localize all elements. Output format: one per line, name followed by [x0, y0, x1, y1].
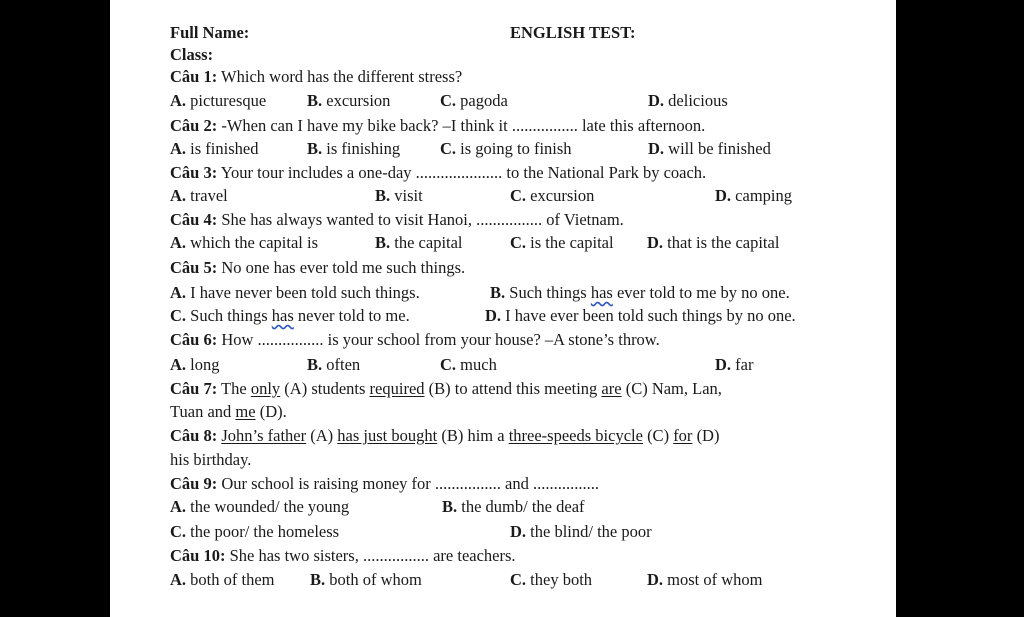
- option-text: the wounded/ the young: [186, 497, 350, 516]
- question-8-number: Câu 8:: [170, 426, 218, 445]
- q1-option-a: [170, 91, 266, 111]
- option-letter: A.: [170, 186, 187, 205]
- option-text: both of them: [186, 570, 275, 589]
- option-letter: A.: [170, 497, 187, 516]
- option-text: excursion: [322, 91, 391, 110]
- question-6-number: Câu 6:: [170, 330, 218, 349]
- q10-option-a: [170, 570, 275, 590]
- option-letter: B.: [307, 139, 323, 158]
- question-10-text: She has two sisters, ................ are teachers.: [225, 546, 516, 565]
- question-3-number: Câu 3:: [170, 163, 218, 182]
- option-letter: B.: [490, 283, 506, 302]
- q10-option-d: [647, 570, 763, 590]
- option-text: visit: [390, 186, 423, 205]
- question-5: [170, 258, 465, 278]
- option-letter: A.: [170, 283, 187, 302]
- question-8: [170, 426, 719, 446]
- question-5-text: No one has ever told me such things.: [217, 258, 466, 277]
- option-letter: B.: [375, 186, 391, 205]
- option-letter: D.: [715, 355, 732, 374]
- option-letter: B.: [442, 497, 458, 516]
- option-text: never told to me.: [293, 306, 410, 325]
- question-7: [170, 379, 722, 399]
- option-letter: D.: [647, 570, 664, 589]
- q5-option-d: [485, 306, 796, 326]
- question-4-number: Câu 4:: [170, 210, 218, 229]
- option-text: camping: [731, 186, 792, 205]
- option-letter: A.: [170, 570, 187, 589]
- option-letter: A.: [170, 355, 187, 374]
- option-letter: C.: [510, 233, 527, 252]
- q4-option-d: [647, 233, 779, 253]
- q6-option-d: [715, 355, 754, 375]
- question-9-text: Our school is raising money for ................ and ................: [217, 474, 599, 493]
- option-letter: D.: [648, 91, 665, 110]
- q6-option-a: [170, 355, 220, 375]
- q3-option-d: [715, 186, 792, 206]
- question-text: (C): [642, 426, 674, 445]
- option-text: will be finished: [664, 139, 771, 158]
- underlined-word-c: are: [601, 379, 622, 398]
- q3-option-a: [170, 186, 228, 206]
- question-1-text: Which word has the different stress?: [217, 67, 463, 86]
- option-letter: C.: [440, 91, 457, 110]
- grammar-flag-word: has: [590, 283, 613, 302]
- option-text: picturesque: [186, 91, 267, 110]
- option-text: delicious: [664, 91, 728, 110]
- option-letter: D.: [510, 522, 527, 541]
- question-7-line-2: [170, 402, 287, 422]
- question-6: [170, 330, 660, 350]
- underlined-word-a: John’s father: [221, 426, 307, 445]
- q3-option-b: [375, 186, 423, 206]
- q1-option-d: [648, 91, 728, 111]
- underlined-word-b: has just bought: [337, 426, 438, 445]
- q10-option-b: [310, 570, 422, 590]
- option-text: travel: [186, 186, 228, 205]
- q1-option-c: [440, 91, 508, 111]
- option-text: Such things: [186, 306, 272, 325]
- question-2-number: Câu 2:: [170, 116, 218, 135]
- option-letter: C.: [170, 522, 187, 541]
- option-letter: A.: [170, 139, 187, 158]
- question-1: [170, 67, 462, 87]
- question-2-text: -When can I have my bike back? –I think it ................ late this afternoon.: [217, 116, 706, 135]
- question-10-number: Câu 10:: [170, 546, 226, 565]
- q2-option-a: [170, 139, 258, 159]
- option-letter: D.: [715, 186, 732, 205]
- question-2: [170, 116, 705, 136]
- option-letter: B.: [375, 233, 391, 252]
- full-name-label: Full Name:: [170, 23, 250, 42]
- option-letter: D.: [485, 306, 502, 325]
- option-text: often: [322, 355, 361, 374]
- option-letter: B.: [307, 355, 323, 374]
- question-text: Tuan and: [170, 402, 236, 421]
- question-9: [170, 474, 599, 494]
- question-text: (D): [692, 426, 720, 445]
- option-text: is finished: [186, 139, 259, 158]
- option-text: ever told to me by no one.: [612, 283, 790, 302]
- option-letter: C.: [440, 139, 457, 158]
- option-letter: D.: [647, 233, 664, 252]
- q9-option-a: [170, 497, 349, 517]
- option-text: I have ever been told such things by no one.: [501, 306, 796, 325]
- underlined-word-d: me: [235, 402, 256, 421]
- question-5-number: Câu 5:: [170, 258, 218, 277]
- q4-option-c: [510, 233, 614, 253]
- option-text: which the capital is: [186, 233, 319, 252]
- q9-option-d: [510, 522, 652, 542]
- question-3-text: Your tour includes a one-day ..................... to the National Park by coach.: [217, 163, 707, 182]
- option-text: is going to finish: [456, 139, 572, 158]
- option-text: far: [731, 355, 754, 374]
- underlined-word-a: only: [250, 379, 281, 398]
- underlined-word-c: three-speeds bicycle: [508, 426, 643, 445]
- q2-option-d: [648, 139, 771, 159]
- option-letter: C.: [510, 570, 527, 589]
- option-letter: D.: [648, 139, 665, 158]
- q6-option-b: [307, 355, 360, 375]
- question-text: (C) Nam, Lan,: [621, 379, 722, 398]
- test-title: ENGLISH TEST:: [510, 23, 636, 42]
- question-10: [170, 546, 516, 566]
- question-9-number: Câu 9:: [170, 474, 218, 493]
- option-letter: C.: [440, 355, 457, 374]
- question-7-number: Câu 7:: [170, 379, 218, 398]
- option-text: that is the capital: [663, 233, 780, 252]
- question-text: (B) to attend this meeting: [424, 379, 602, 398]
- question-6-text: How ................ is your school from your house? –A stone’s throw.: [217, 330, 660, 349]
- option-text: the dumb/ the deaf: [457, 497, 585, 516]
- q5-option-b: [490, 283, 790, 303]
- q9-option-c: [170, 522, 339, 542]
- q5-option-c: [170, 306, 410, 326]
- option-letter: A.: [170, 233, 187, 252]
- q9-option-b: [442, 497, 585, 517]
- option-text: they both: [526, 570, 593, 589]
- option-letter: B.: [310, 570, 326, 589]
- question-4-text: She has always wanted to visit Hanoi, ................ of Vietnam.: [217, 210, 624, 229]
- question-text: The: [217, 379, 251, 398]
- test-page: [110, 0, 896, 617]
- q10-option-c: [510, 570, 592, 590]
- q4-option-a: [170, 233, 318, 253]
- question-text: (D).: [255, 402, 287, 421]
- option-letter: A.: [170, 91, 187, 110]
- q1-option-b: [307, 91, 390, 111]
- option-text: is the capital: [526, 233, 614, 252]
- option-text: I have never been told such things.: [186, 283, 420, 302]
- option-text: pagoda: [456, 91, 508, 110]
- option-letter: B.: [307, 91, 323, 110]
- question-text: (A) students: [280, 379, 370, 398]
- option-letter: C.: [170, 306, 187, 325]
- option-text: both of whom: [325, 570, 422, 589]
- option-text: most of whom: [663, 570, 763, 589]
- question-8-line-2: his birthday.: [170, 450, 252, 469]
- option-text: long: [186, 355, 220, 374]
- underlined-word-b: required: [369, 379, 425, 398]
- question-text: (A): [306, 426, 338, 445]
- question-1-number: Câu 1:: [170, 67, 218, 86]
- question-3: [170, 163, 706, 183]
- option-text: Such things: [505, 283, 591, 302]
- grammar-flag-word: has: [271, 306, 294, 325]
- q2-option-b: [307, 139, 400, 159]
- q4-option-b: [375, 233, 463, 253]
- option-letter: C.: [510, 186, 527, 205]
- question-text: (B) him a: [437, 426, 509, 445]
- option-text: excursion: [526, 186, 595, 205]
- q3-option-c: [510, 186, 594, 206]
- option-text: much: [456, 355, 497, 374]
- q2-option-c: [440, 139, 572, 159]
- option-text: the capital: [390, 233, 463, 252]
- q6-option-c: [440, 355, 497, 375]
- q5-option-a: [170, 283, 420, 303]
- underlined-word-d: for: [673, 426, 693, 445]
- option-text: is finishing: [322, 139, 401, 158]
- option-text: the blind/ the poor: [526, 522, 652, 541]
- option-text: the poor/ the homeless: [186, 522, 340, 541]
- class-label: Class:: [170, 45, 214, 64]
- question-4: [170, 210, 624, 230]
